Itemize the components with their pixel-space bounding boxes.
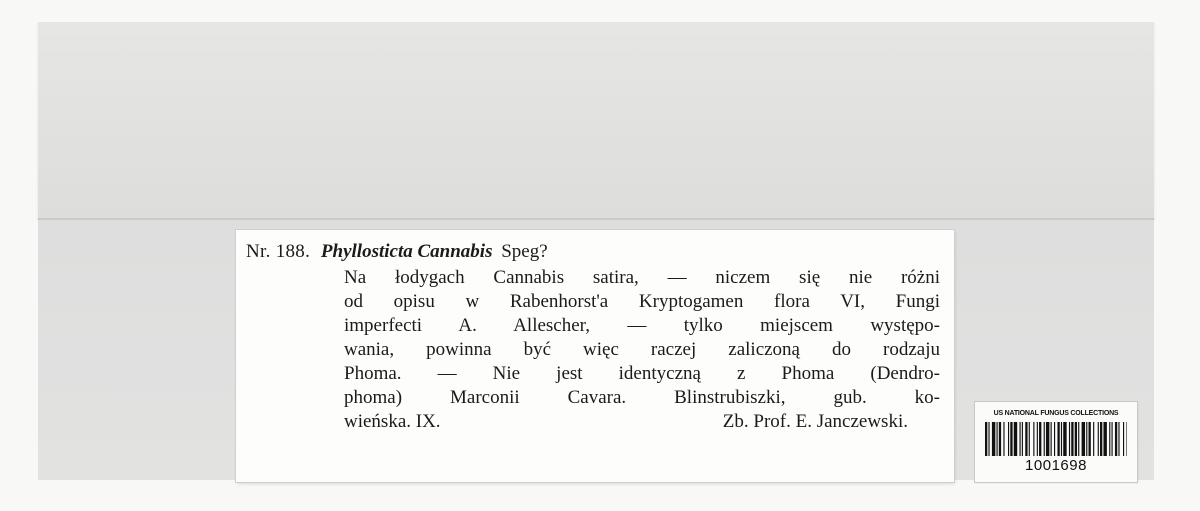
label-description [344, 266, 940, 434]
description-line: phoma) Marconii Cavara. Blinstrubiszki, gub. ko- [344, 387, 940, 408]
description-line: od opisu w Rabenhorst'a Kryptogamen flora VI, Fungi [344, 291, 940, 312]
barcode-bar [1046, 422, 1049, 456]
barcode-bar [1057, 422, 1059, 456]
barcode-bar [1112, 422, 1113, 456]
barcode-bar [1063, 422, 1066, 456]
barcode-bar [1115, 422, 1117, 456]
barcode-bar [1103, 422, 1106, 456]
locality-text: wieńska. IX. [344, 411, 441, 432]
barcode-bar [1089, 422, 1091, 456]
barcode-bar [1033, 422, 1034, 456]
barcode-bar [1126, 422, 1127, 456]
description-last-line [344, 410, 940, 434]
barcode-bar [1029, 422, 1030, 456]
barcode-bar [1109, 422, 1110, 456]
barcode-bar [988, 422, 989, 456]
barcode-bar [1123, 422, 1124, 456]
barcode-bar [1061, 422, 1062, 456]
barcode-bar [1078, 422, 1079, 456]
barcode-bar [1008, 422, 1009, 456]
barcode-bar [1010, 422, 1012, 456]
specimen-label [236, 230, 954, 482]
barcode-bar [1071, 422, 1073, 456]
barcode-bar [999, 422, 1001, 456]
description-line: Na łodygach Cannabis satira, — niczem się nie różni [344, 267, 940, 288]
collection-name: US NATIONAL FUNGUS COLLECTIONS [993, 410, 1119, 417]
specimen-number: Nr. 188. [246, 241, 311, 262]
barcode-bar [1051, 422, 1052, 456]
barcode-bar [1044, 422, 1045, 456]
barcode-label [975, 402, 1137, 482]
description-line: Phoma. — Nie jest identyczną z Phoma (Dendro- [344, 363, 940, 384]
barcode-bar [1014, 422, 1017, 456]
barcode-bar [997, 422, 998, 456]
label-heading [246, 240, 548, 264]
barcode-bar [1003, 422, 1004, 456]
barcode-bar [1082, 422, 1085, 456]
barcode-bar [1020, 422, 1021, 456]
barcode-icon [985, 422, 1127, 456]
barcode-bar [1022, 422, 1023, 456]
barcode-bar [1069, 422, 1070, 456]
barcode-bar [1039, 422, 1041, 456]
collector-text: Zb. Prof. E. Janczewski. [722, 411, 908, 432]
species-author: Speg? [501, 241, 548, 262]
barcode-bar [1086, 422, 1087, 456]
barcode-bar [1037, 422, 1038, 456]
packet-flap [38, 22, 1154, 220]
barcode-bar [985, 422, 987, 456]
description-line: wania, powinna być więc raczej zaliczoną do rodzaju [344, 339, 940, 360]
barcode-number: 1001698 [1025, 457, 1087, 474]
barcode-bar [1098, 422, 1099, 456]
species-name: Phyllosticta Cannabis [320, 241, 493, 262]
barcode-bar [992, 422, 995, 456]
barcode-bar [1093, 422, 1094, 456]
description-line: imperfecti A. Allescher, — tylko miejscem występo- [344, 315, 940, 336]
barcode-bar [1075, 422, 1077, 456]
barcode-bar [1118, 422, 1119, 456]
barcode-bar [1100, 422, 1102, 456]
barcode-bar [1025, 422, 1027, 456]
barcode-bar [1054, 422, 1055, 456]
